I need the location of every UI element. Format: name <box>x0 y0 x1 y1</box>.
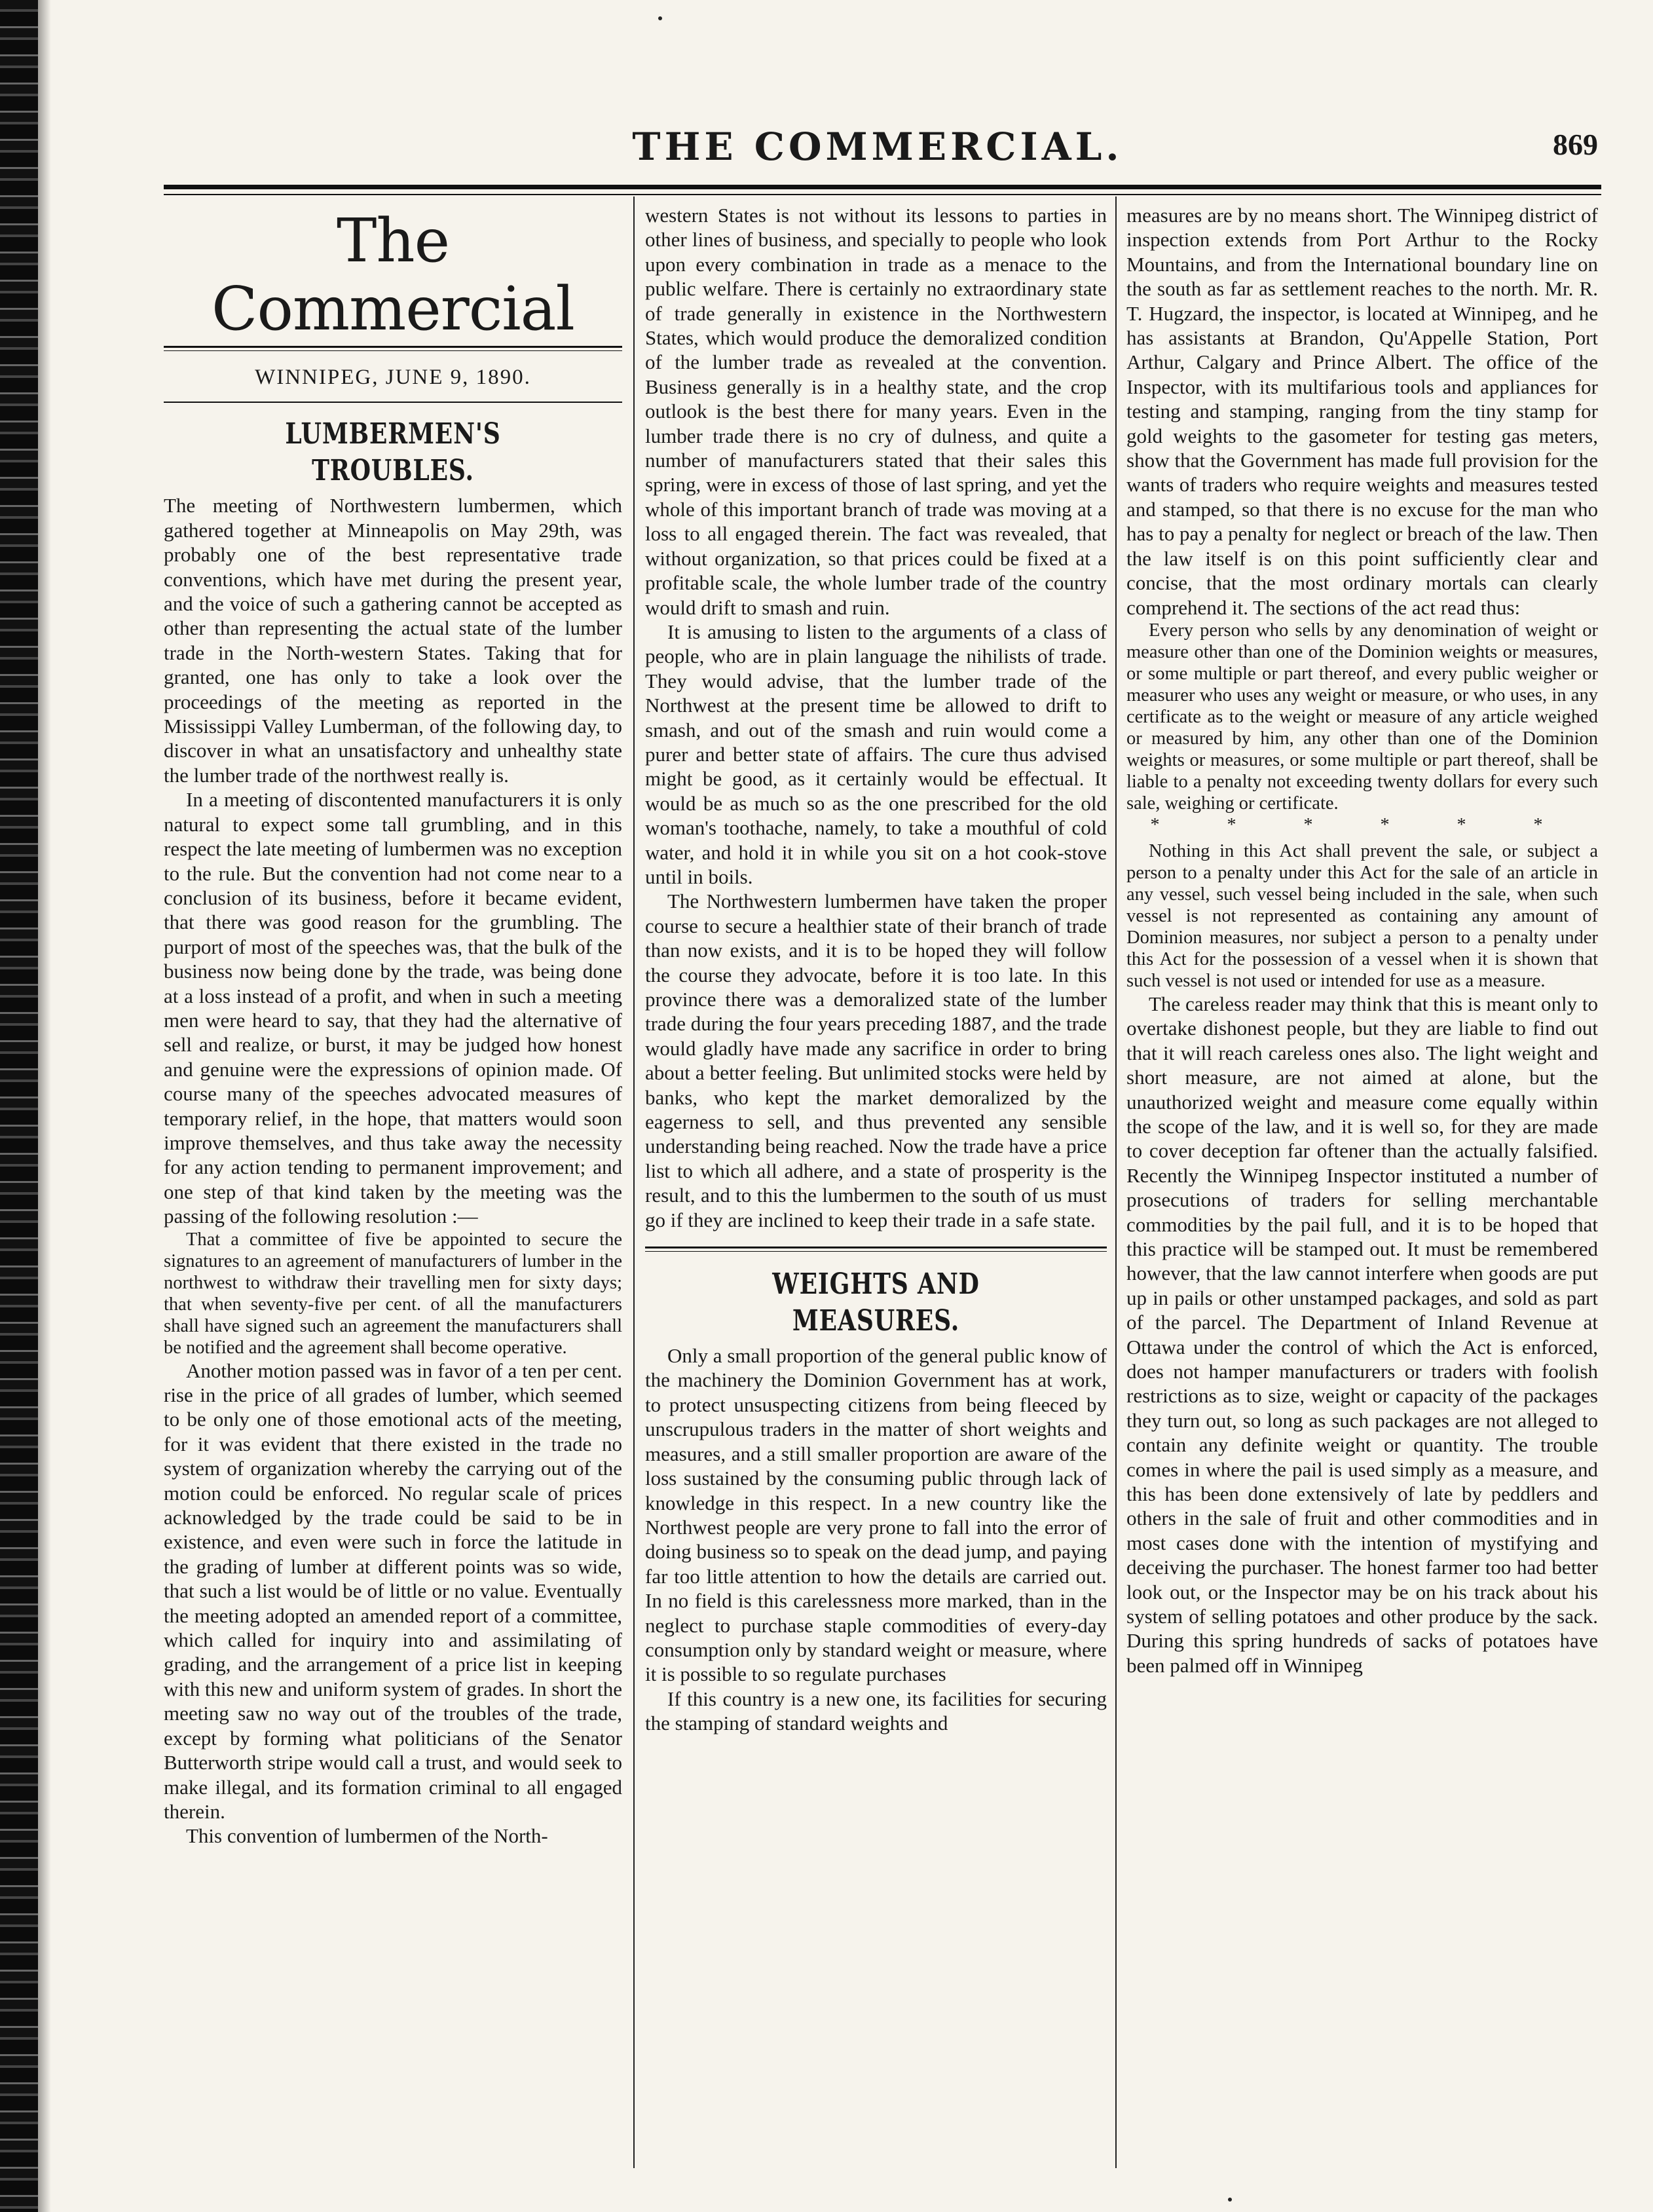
article-paragraph: Another motion passed was in favor of a ten per cent. rise in the price of all grades of lumber, which seemed to be only one of those emotional acts of the meeting, for it was evident that there existed in the trade no system of organization whereby the carrying out of the motion could be enforced. No regular scale of prices acknowledged by the trade could be said to be in existence, and even were such in force the latitude in the grading of lumber at different points was so wide, that such a list would be of little or no value. Eventually the meeting adopted an amended report of a committee, which called for inquiry into and assimilating of grading, and the arrangement of a price list in keeping with this new and uniform system of grades. In short the meeting saw no way out of the troubles of the trade, except by forming what politicians of the Senator Butterworth stripe would call a trust, and would seek to make illegal, and its formation criminal to all engaged therein. <box>164 1359 622 1823</box>
binding-edge <box>0 0 38 2212</box>
print-speck <box>658 16 662 20</box>
page-number: 869 <box>1553 128 1598 161</box>
header-rule <box>164 185 1601 189</box>
article-headline: LUMBERMEN'S TROUBLES. <box>285 417 501 488</box>
page-header <box>157 124 1598 177</box>
article-paragraph: The careless reader may think that this is meant only to overtake dishonest people, but they are liable to find out that it will reach careless ones also. The light weight and short measure, are not aimed at alone, but the unauthorized weight and measure come equally within the scope of the law, and it is well so, for they are made to cover deception far oftener than the actually falsified. Recently the Winnipeg Inspector instituted a number of prosecutions of traders for selling merchantable commodities by the pail full, and it is to be hoped that this practice will be stamped out. It must be remembered however, that the law cannot interfere when goods are put up in pails or other unstamped packages, and sold as part of the parcel. The Department of Inland Revenue at Ottawa under the control of which the Act is enforced, does not hamper manufacturers or traders with foolish restrictions as to size, weight or capacity of the packages they turn out, so long as such packages are not alleged to contain any definite weight or quantity. The trouble comes in where the pail is used simply as a measure, and this has been done extensively of late by peddlers and others in the sale of fruit and other commodities and in most cases done with the intention of mystifying and deceiving the purchaser. The honest farmer too had better look out, or the Inspector may be on his track about his system of selling potatoes and other produce by the sack. During this spring hundreds of sacks of potatoes have been palmed off in Winnipeg <box>1126 992 1598 1677</box>
article-paragraph: The Northwestern lumbermen have taken the proper course to secure a healthier state of their branch of trade than now exists, and it is to be hoped they will follow the course they advocate, before it is too late. In this province there was a demoralized state of the lumber trade during the four years preceding 1887, and the trade would gladly have made any sacrifice in order to bring about a better feeling. But unlimited stocks were held by banks, who kept the market demoralized by the eagerness to sell, and thus prevented any sensible understanding being reached. Now the trade have a price list to which all adhere, and a state of prosperity is the result, and to this the lumbermen to the south of us must go if they are inclined to keep their trade in a safe state. <box>645 890 1107 1231</box>
article-paragraph: The meeting of Northwestern lumbermen, which gathered together at Minneapolis on May 29th, was probably one of the best representative trade conventions, which have met during the present year, and the voice of such a gathering cannot be accepted as other than representing the actual state of the lumber trade in the North-western States. Taking that for granted, one has only to take a look over the proceedings of the meeting as reported in the Mississippi Valley Lumberman, of the following day, to discover in what an unsatisfactory and unhealthy state the lumber trade of the northwest really is. <box>164 494 622 787</box>
act-quote: Nothing in this Act shall prevent the sale, or subject a person to a penalty under this Act for the sale of an article in any vessel, such vessel being included in the sale, when such vessel is not represented as containing any amount of Dominion measures, nor subject a person to a penalty under this Act for the possession of a vessel when it is shown that such vessel is not used or intended for use as a measure. <box>1126 840 1598 991</box>
article-paragraph: measures are by no means short. The Winnipeg district of inspection extends from Port Arthur to the Rocky Mountains, and from the International boundary line on the south as far as settlement reaches to the north. Mr. R. T. Hugzard, the inspector, is located at Winnipeg, and he has assistants at Brandon, Qu'Appelle Station, Port Arthur, Calgary and Prince Albert. The office of the Inspector, with its multifarious tools and appliances for testing and stamping, ranging from the tiny stamp for gold weights to the gasometer for testing gas meters, show that the Government has made full provision for the wants of traders who require weights and measures tested and stamped, so that there is no excuse for the man who has to pay a penalty for neglect or breach of the law. Then the law itself is on this point sufficiently clear and concise, that the most ordinary mortals can clearly comprehend it. The sections of the act read thus: <box>1126 204 1598 619</box>
article-paragraph: It is amusing to listen to the arguments of a class of people, who are in plain language the nihilists of trade. They would advise, that the lumber trade of the Northwest at the present time be allowed to drift to smash, and out of the smash and ruin would come a purer and better state of affairs. The cure thus advised might be good, as it certainly would be effectual. It would be as much so as the one prescribed for the old woman's toothache, namely, to take a mouthful of cold water, and hold it in while you sit on a hot cook-stove until in boils. <box>645 620 1107 888</box>
article-paragraph: Only a small proportion of the general public know of the machinery the Dominion Government has at work, to protect unsuspecting citizens from being fleeced by unscrupulous traders in the matter of short weights and measures, and a still smaller proportion are aware of the loss sustained by the consuming public through lack of knowledge in this respect. In a new country like the Northwest people are very prone to fall into the error of doing business so to speak on the dead jump, and paying far too little attention to how the details are carried out. In no field is this carelessness more marked, than in the neglect to purchase staple commodities of every-day consumption only by standard weight or measure, where it is possible to so regulate purchases <box>645 1344 1107 1686</box>
section-rule <box>645 1247 1107 1248</box>
section-stars: * * * * * * <box>1150 814 1574 835</box>
article-paragraph: In a meeting of discontented manufacturers it is only natural to expect some tall grumbling, and in this respect the late meeting of lumbermen was no exception to the rule. But the convention had not come near to a conclusion of its business, before it became evident, that there was good reason for the grumbling. The purport of most of the speeches was, that the bulk of the business now being done by the trade, was being done at a loss instead of a profit, and when in such a meeting men were heard to say, that they had the alternative of sell and realize, or burst, it may be judged how honest and genuine were the expressions of opinion made. Of course many of the speeches advocated measures of temporary relief, in the hope, that matters would soon improve themselves, and thus take away the necessity for any action tending to permanent improvement; and one step of that kind taken by the meeting was the passing of the following resolution :— <box>164 788 622 1228</box>
article-paragraph: western States is not without its lessons to parties in other lines of business, and specially to people who look upon every combination in trade as a menace to the public welfare. There is certainly no extraordinary state of trade generally in existence in the Northwestern States, which would produce the demoralized condition of the lumber trade as revealed at the convention. Business generally is in a healthy state, and the crop outlook is the best there for many years. Even in the lumber trade there is no cry of dulness, and quite a number of manufacturers stated that their sales this spring, were in excess of those of last spring, and yet the whole of this important branch of trade was moving at a loss to all engaged therein. The fact was revealed, that without organization, so that prices could be fixed at a profitable scale, the whole lumber trade of the country would drift to smash and ruin. <box>645 204 1107 619</box>
column-divider <box>1115 197 1117 2168</box>
resolution-quote: That a committee of five be appointed to secure the signatures to an agreement of manufacturers of lumber in the northwest to withdraw their travelling men for sixty days; that when seventy-five per cent. of all the manufacturers shall have signed such an agreement the manufacturers shall be notified and the agreement shall become operative. <box>164 1229 622 1358</box>
print-speck <box>1228 2198 1232 2202</box>
title-rule-thin <box>164 350 622 351</box>
header-rule-thin <box>164 194 1601 195</box>
section-rule-thin <box>645 1251 1107 1252</box>
dateline: WINNIPEG, JUNE 9, 1890. <box>255 366 531 389</box>
article-headline: WEIGHTS AND MEASURES. <box>772 1267 980 1338</box>
title-rule <box>164 346 622 348</box>
paper-title: The Commercial <box>212 206 574 344</box>
dateline-rule <box>164 402 622 403</box>
masthead: THE COMMERCIAL. <box>632 124 1123 169</box>
column-divider <box>633 197 635 2168</box>
article-paragraph: This convention of lumbermen of the North- <box>186 1824 548 1848</box>
column-2 <box>645 203 1107 2162</box>
title-block <box>164 207 622 403</box>
column-3 <box>1126 203 1598 2162</box>
column-1 <box>164 203 622 2162</box>
article-paragraph: If this country is a new one, its facilities for securing the stamping of standard weights and <box>645 1687 1107 1735</box>
act-quote: Every person who sells by any denomination of weight or measure other than one of the Dominion weights or measures, or some multiple or part thereof, and every public weigher or measurer who uses any weight or measure, or who uses, in any certificate as to the weight or measure of any article weighed or measured by him, any other than one of the Dominion weights or measures, or some multiple or part thereof, shall be liable to a penalty not exceeding twenty dollars for every such sale, weighing or certificate. <box>1126 620 1598 814</box>
